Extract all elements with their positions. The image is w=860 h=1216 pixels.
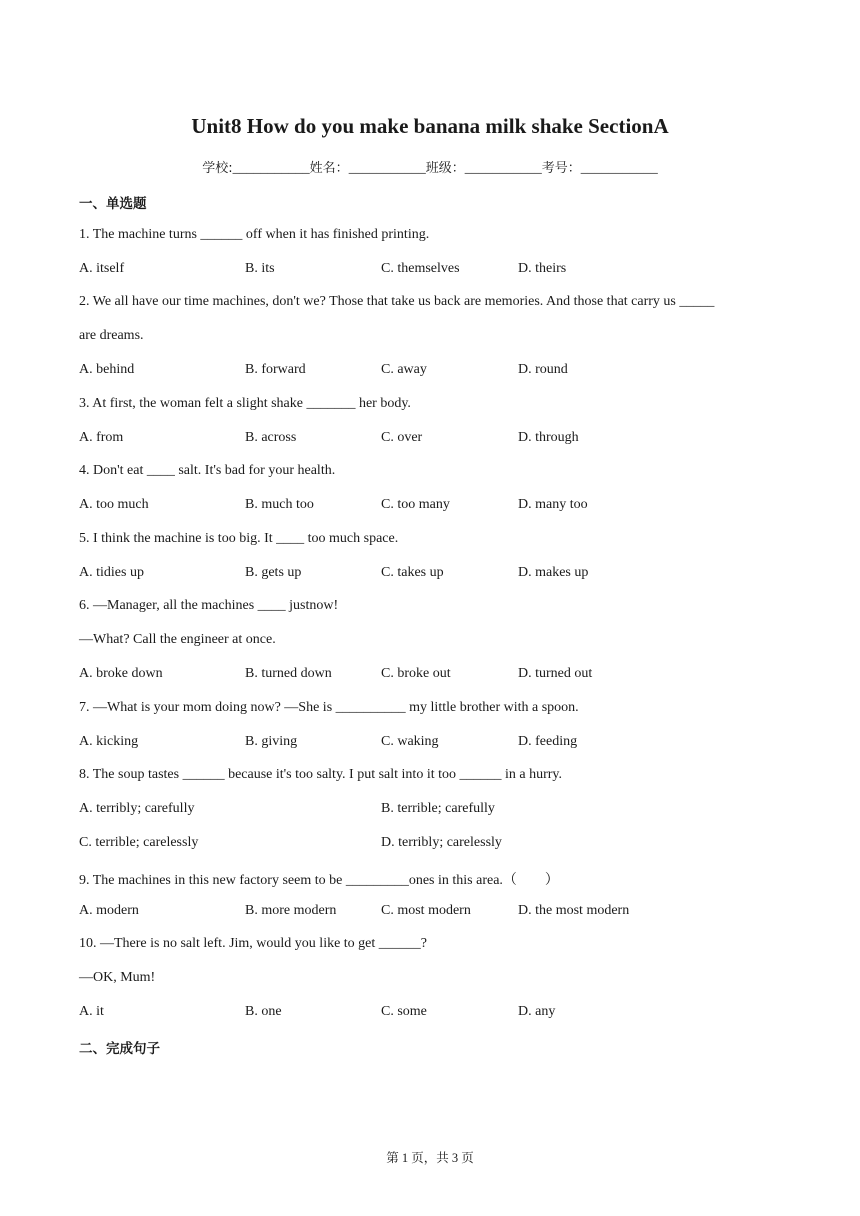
question-text-continued: —What? Call the engineer at once. bbox=[79, 632, 276, 647]
option-b: B. gets up bbox=[245, 565, 302, 580]
question-text: 4. Don't eat ____ salt. It's bad for your health. bbox=[79, 463, 336, 478]
question-text: 6. —Manager, all the machines ____ justnow! bbox=[79, 598, 339, 613]
school-label: 学校: bbox=[202, 161, 233, 176]
student-info-line bbox=[0, 157, 860, 177]
document-title: Unit8 How do you make banana milk shake SectionA bbox=[191, 114, 669, 138]
question-text: 2. We all have our time machines, don't we? Those that take us back are memories. And those that carry us _____ bbox=[79, 294, 715, 309]
option-c: C. most modern bbox=[381, 903, 471, 918]
option-d: D. any bbox=[518, 1004, 556, 1019]
option-a: A. from bbox=[79, 430, 124, 445]
question-text-continued: —OK, Mum! bbox=[79, 970, 156, 985]
school-blank: ___________ bbox=[232, 161, 310, 176]
option-a: A. terribly; carefully bbox=[79, 801, 195, 816]
option-d: D. feeding bbox=[518, 734, 578, 749]
option-d: D. theirs bbox=[518, 261, 567, 276]
option-a: A. behind bbox=[79, 362, 135, 377]
option-c: C. away bbox=[381, 362, 427, 377]
option-b: B. turned down bbox=[245, 666, 332, 681]
option-b: B. its bbox=[245, 261, 275, 276]
question-text: 1. The machine turns ______ off when it has finished printing. bbox=[79, 227, 430, 242]
section-heading-complete-sentences: 二、完成句子 bbox=[79, 1041, 160, 1057]
section-heading-single-choice: 一、单选题 bbox=[79, 196, 147, 212]
question-text: 5. I think the machine is too big. It ____ too much space. bbox=[79, 531, 399, 546]
option-d: D. through bbox=[518, 430, 579, 445]
name-blank: ___________ bbox=[348, 161, 426, 176]
option-b: B. forward bbox=[245, 362, 306, 377]
option-a: A. broke down bbox=[79, 666, 163, 681]
option-c: C. waking bbox=[381, 734, 439, 749]
question-text: 10. —There is no salt left. Jim, would you like to get ______? bbox=[79, 936, 428, 951]
option-c: C. too many bbox=[381, 497, 450, 512]
option-d: D. many too bbox=[518, 497, 588, 512]
option-b: B. across bbox=[245, 430, 297, 445]
question-text: 3. At first, the woman felt a slight shake _______ her body. bbox=[79, 396, 411, 411]
question-text: 8. The soup tastes ______ because it's too salty. I put salt into it too ______ in a hurry. bbox=[79, 767, 562, 782]
class-blank: ___________ bbox=[464, 161, 542, 176]
option-c: C. over bbox=[381, 430, 423, 445]
option-d: D. makes up bbox=[518, 565, 589, 580]
question-text: 9. The machines in this new factory seem to be _________ones in this area.（ ） bbox=[79, 873, 559, 888]
option-a: A. too much bbox=[79, 497, 149, 512]
option-d: D. terribly; carelessly bbox=[381, 835, 502, 850]
option-b: B. more modern bbox=[245, 903, 337, 918]
question-text: 7. —What is your mom doing now? —She is __________ my little brother with a spoon. bbox=[79, 700, 579, 715]
option-b: B. terrible; carefully bbox=[381, 801, 495, 816]
option-b: B. one bbox=[245, 1004, 282, 1019]
option-a: A. it bbox=[79, 1004, 104, 1019]
option-d: D. round bbox=[518, 362, 568, 377]
page-number: 第 1 页，共 3 页 bbox=[386, 1151, 474, 1165]
option-c: C. terrible; carelessly bbox=[79, 835, 199, 850]
exam-number-label: 考号： bbox=[541, 161, 581, 176]
name-label: 姓名： bbox=[309, 161, 349, 176]
option-a: A. modern bbox=[79, 903, 139, 918]
option-b: B. much too bbox=[245, 497, 314, 512]
option-c: C. broke out bbox=[381, 666, 451, 681]
option-a: A. tidies up bbox=[79, 565, 144, 580]
option-c: C. some bbox=[381, 1004, 427, 1019]
option-c: C. takes up bbox=[381, 565, 444, 580]
option-d: D. the most modern bbox=[518, 903, 630, 918]
option-c: C. themselves bbox=[381, 261, 460, 276]
option-d: D. turned out bbox=[518, 666, 593, 681]
question-text-continued: are dreams. bbox=[79, 328, 144, 343]
option-a: A. kicking bbox=[79, 734, 139, 749]
option-b: B. giving bbox=[245, 734, 298, 749]
class-label: 班级： bbox=[425, 161, 465, 176]
option-a: A. itself bbox=[79, 261, 125, 276]
exam-number-blank: ___________ bbox=[580, 161, 658, 176]
